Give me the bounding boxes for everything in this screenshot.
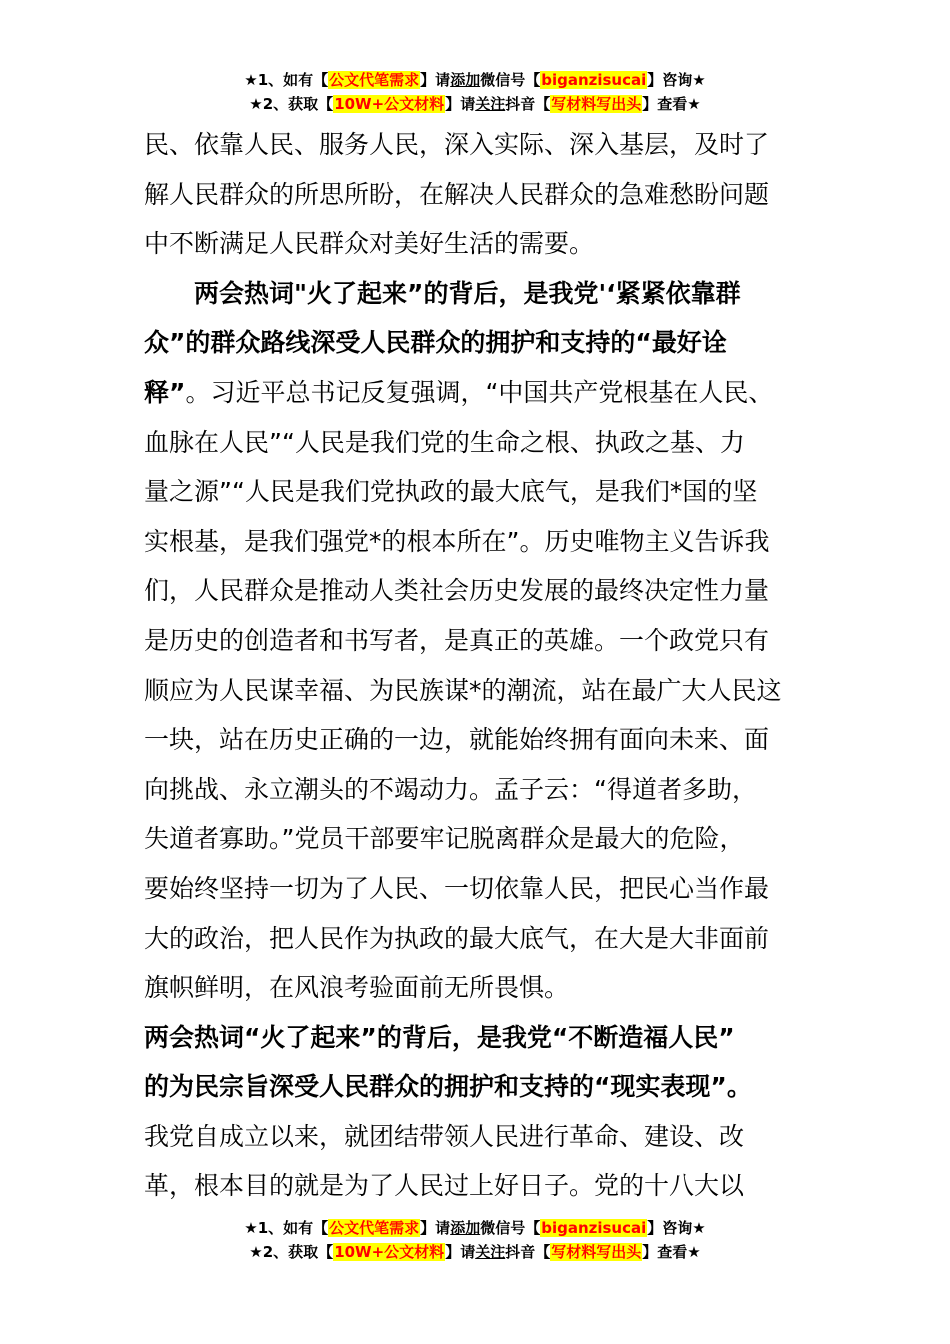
highlight-text: 写材料写出头 bbox=[551, 95, 642, 113]
document-body bbox=[144, 120, 824, 1211]
text-line: 是历史的创造者和书写者，是真正的英雄。一个政党只有 bbox=[144, 625, 770, 655]
text-line: 中不断满足人民群众对美好生活的需要。 bbox=[144, 229, 595, 259]
text-line: 民、依靠人民、服务人民，深入实际、深入基层，及时了 bbox=[144, 130, 770, 159]
text-line: 我党自成立以来，就团结带领人民进行革命、建设、改 bbox=[144, 1121, 745, 1151]
text-line: 向挑战、永立潮头的不竭动力。孟子云：“得道者多助， bbox=[144, 774, 757, 804]
text-line-bold: 两会热词"火了起来”的背后，是我党'‘紧紧依靠群 bbox=[144, 278, 741, 308]
text-line: 革，根本目的就是为了人民过上好日子。党的十八大以 bbox=[144, 1171, 745, 1201]
banner-line-1: ★1、如有【公文代笔需求】请添加微信号【biganzisucai】咨询★ bbox=[244, 1219, 706, 1237]
text-line: 失道者寡助。”党员干部要牢记脱离群众是最大的危险， bbox=[144, 824, 745, 854]
text-line: 一块，站在历史正确的一边，就能始终拥有面向未来、面 bbox=[144, 725, 770, 755]
highlight-text: 10W+公文材料 bbox=[334, 1243, 445, 1261]
header-banner bbox=[0, 68, 950, 116]
text-line: 血脉在人民”“人民是我们党的生命之根、执政之基、力 bbox=[144, 427, 745, 457]
highlight-text: 公文代笔需求 bbox=[329, 1219, 420, 1237]
banner-line-2: ★2、获取【10W+公文材料】请关注抖音【写材料写出头】查看★ bbox=[249, 95, 701, 113]
footer-banner bbox=[0, 1216, 950, 1264]
highlight-text: biganzisucai bbox=[541, 1219, 647, 1237]
text-line-bold: 众”的群众路线深受人民群众的拥护和支持的“最好诠 bbox=[144, 328, 727, 358]
text-line-bold: 两会热词“火了起来”的背后，是我党“不断造福人民” bbox=[144, 1022, 735, 1052]
text-line-bold: 的为民宗旨深受人民群众的拥护和支持的“现实表现”。 bbox=[144, 1072, 752, 1102]
text-line: 们，人民群众是推动人类社会历史发展的最终决定性力量 bbox=[144, 576, 770, 606]
highlight-text: 写材料写出头 bbox=[551, 1243, 642, 1261]
text-line: 解人民群众的所思所盼，在解决人民群众的急难愁盼问题 bbox=[144, 179, 770, 209]
text-line: 量之源”“人民是我们党执政的最大底气，是我们*国的坚 bbox=[144, 477, 758, 507]
highlight-text: biganzisucai bbox=[541, 71, 647, 89]
banner-line-1: ★1、如有【公文代笔需求】请添加微信号【biganzisucai】咨询★ bbox=[244, 71, 706, 89]
text-line-mixed: 释”。习近平总书记反复强调，“中国共产党根基在人民、 bbox=[144, 377, 774, 407]
text-line: 大的政治，把人民作为执政的最大底气，在大是大非面前 bbox=[144, 923, 770, 953]
highlight-text: 10W+公文材料 bbox=[334, 95, 445, 113]
text-line: 实根基，是我们强党*的根本所在”。历史唯物主义告诉我 bbox=[144, 526, 770, 556]
text-line: 顺应为人民谋幸福、为民族谋*的潮流，站在最广大人民这 bbox=[144, 675, 782, 705]
text-line: 要始终坚持一切为了人民、一切依靠人民，把民心当作最 bbox=[144, 873, 770, 903]
banner-line-2: ★2、获取【10W+公文材料】请关注抖音【写材料写出头】查看★ bbox=[249, 1243, 701, 1261]
highlight-text: 公文代笔需求 bbox=[329, 71, 420, 89]
text-line: 旗帜鲜明，在风浪考验面前无所畏惧。 bbox=[144, 973, 570, 1003]
